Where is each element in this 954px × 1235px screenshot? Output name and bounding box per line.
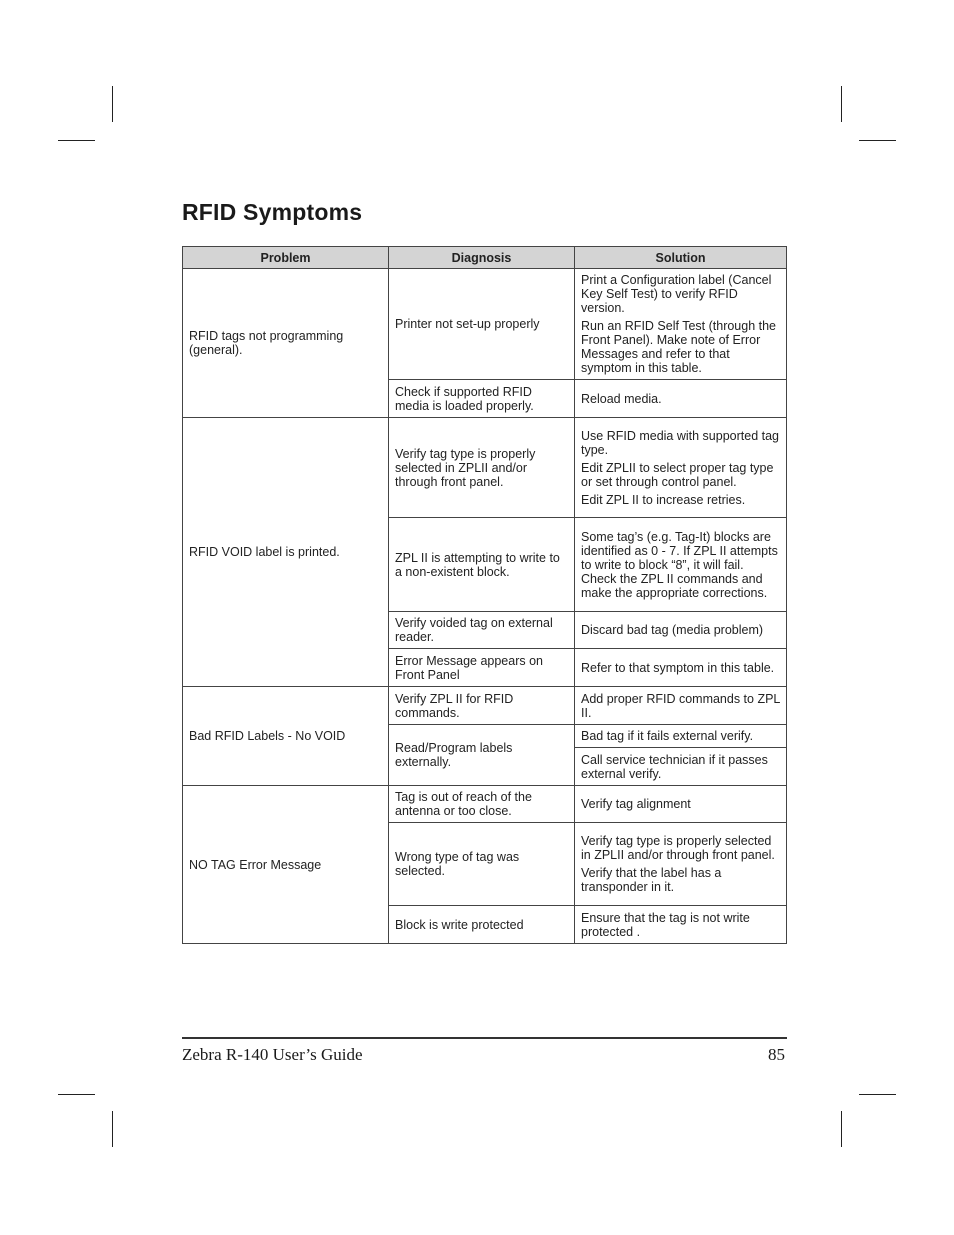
solution-cell	[575, 906, 787, 944]
diagnosis-cell: ZPL II is attempting to write to a non-existent block.	[389, 518, 575, 612]
problem-cell: RFID VOID label is printed.	[183, 418, 389, 687]
solution-cell	[575, 786, 787, 823]
solution-cell	[575, 725, 787, 748]
table-row	[183, 687, 787, 725]
solution-text: Verify that the label has a transponder in it.	[581, 866, 722, 894]
crop-mark	[112, 86, 113, 122]
diagnosis-cell: Printer not set-up properly	[389, 269, 575, 380]
crop-mark	[841, 1111, 842, 1147]
solution-cell	[575, 612, 787, 649]
solution-text: Add proper RFID commands to ZPL II.	[581, 691, 780, 720]
crop-mark	[58, 140, 95, 141]
problem-cell: RFID tags not programming (general).	[183, 269, 389, 418]
solution-text: Reload media.	[581, 391, 662, 406]
solution-cell	[575, 823, 787, 906]
section-title: RFID Symptoms	[182, 199, 363, 225]
solution-text: Print a Configuration label (Cancel Key Self Test) to verify RFID version.	[581, 273, 772, 315]
solution-text: Call service technician if it passes external verify.	[581, 752, 768, 781]
column-header-diagnosis: Diagnosis	[389, 247, 575, 269]
rfid-symptoms-table	[182, 246, 787, 944]
problem-cell: NO TAG Error Message	[183, 786, 389, 944]
solution-text: Run an RFID Self Test (through the Front Panel). Make note of Error Messages and refer to that symptom in this table.	[581, 319, 777, 375]
diagnosis-cell: Read/Program labels externally.	[389, 725, 575, 786]
footer-rule	[182, 1037, 787, 1039]
solution-text: Verify tag alignment	[581, 797, 691, 811]
diagnosis-cell: Verify tag type is properly selected in ZPLII and/or through front panel.	[389, 418, 575, 518]
diagnosis-cell: Wrong type of tag was selected.	[389, 823, 575, 906]
diagnosis-cell: Verify voided tag on external reader.	[389, 612, 575, 649]
crop-mark	[112, 1111, 113, 1147]
solution-cell	[575, 748, 787, 786]
solution-text: Refer to that symptom in this table.	[581, 660, 775, 675]
solution-text: Use RFID media with supported tag type.	[581, 428, 780, 457]
crop-mark	[859, 1094, 896, 1095]
solution-text: Discard bad tag (media problem)	[581, 623, 764, 637]
solution-text: Bad tag if it fails external verify.	[581, 729, 754, 743]
solution-text: Verify tag type is properly selected in ZPLII and/or through front panel.	[581, 834, 775, 862]
column-header-solution: Solution	[575, 247, 787, 269]
solution-cell	[575, 269, 787, 380]
solution-text: Ensure that the tag is not write protected .	[581, 910, 750, 939]
solution-cell	[575, 518, 787, 612]
crop-mark	[859, 140, 896, 141]
page-number: 85	[768, 1045, 785, 1064]
diagnosis-cell: Tag is out of reach of the antenna or too close.	[389, 786, 575, 823]
table-row	[183, 418, 787, 518]
table-row	[183, 269, 787, 380]
solution-cell	[575, 687, 787, 725]
diagnosis-cell: Block is write protected	[389, 906, 575, 944]
diagnosis-cell: Verify ZPL II for RFID commands.	[389, 687, 575, 725]
footer-title: Zebra R-140 User’s Guide	[182, 1045, 363, 1064]
solution-cell	[575, 418, 787, 518]
table-header-row	[183, 247, 787, 269]
column-header-problem: Problem	[183, 247, 389, 269]
problem-cell: Bad RFID Labels - No VOID	[183, 687, 389, 786]
table-row	[183, 786, 787, 823]
crop-mark	[841, 86, 842, 122]
solution-cell	[575, 649, 787, 687]
diagnosis-cell: Check if supported RFID media is loaded properly.	[389, 380, 575, 418]
solution-cell	[575, 380, 787, 418]
solution-text: Edit ZPLII to select proper tag type or set through control panel.	[581, 460, 774, 489]
solution-text: Edit ZPL II to increase retries.	[581, 492, 746, 507]
diagnosis-cell: Error Message appears on Front Panel	[389, 649, 575, 687]
crop-mark	[58, 1094, 95, 1095]
solution-text: Some tag’s (e.g. Tag-It) blocks are identified as 0 - 7. If ZPL II attempts to write to block “8”, it will fail. Check the ZPL II commands and make the appropriate corrections.	[581, 529, 778, 600]
